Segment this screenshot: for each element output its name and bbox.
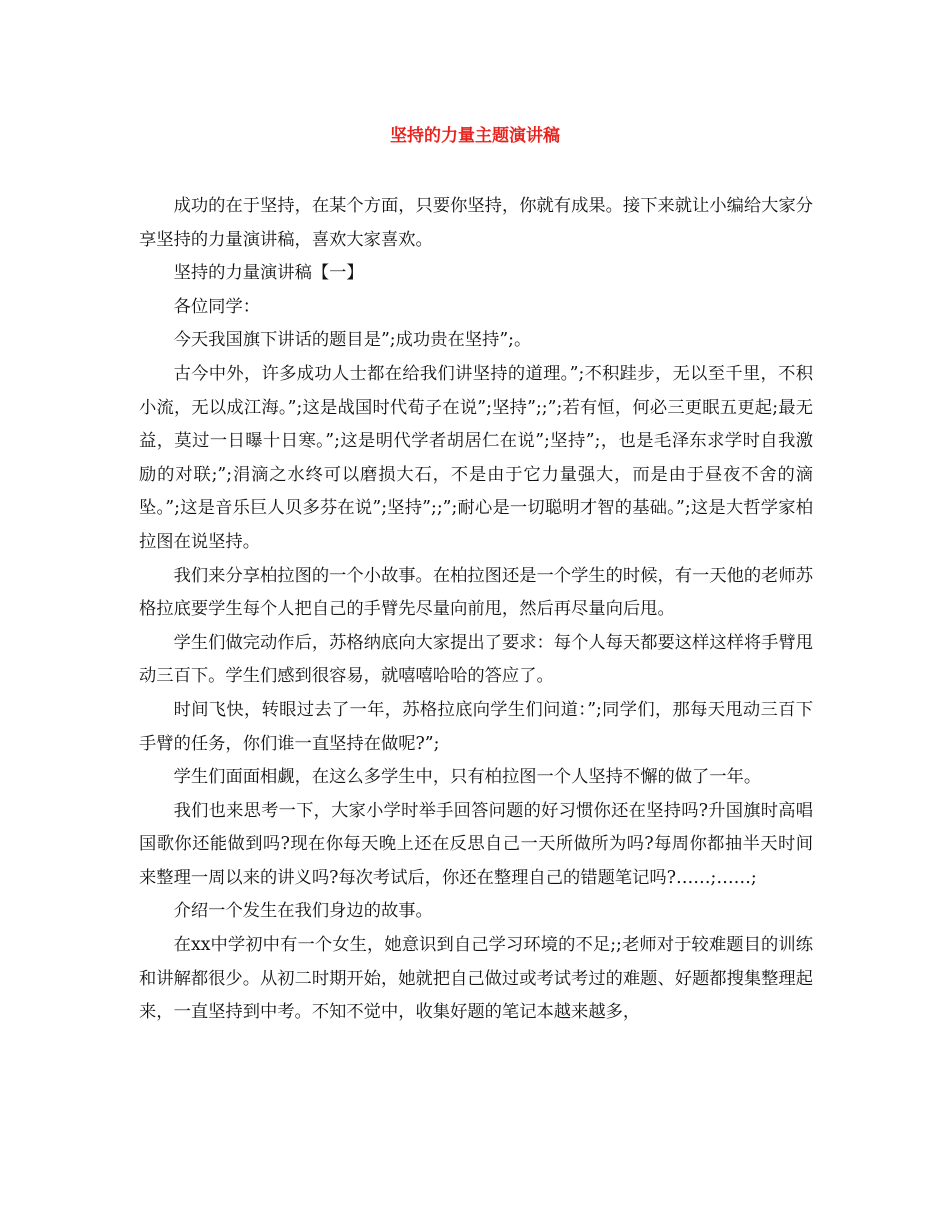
paragraph-salutation: 各位同学： [173,296,261,317]
paragraph-story-intro: 介绍一个发生在我们身边的故事。 [173,901,433,922]
paragraph-only-plato: 学生们面面相觑，在这么多学生中，只有柏拉图一个人坚持不懈的做了一年。 [173,767,762,788]
paragraph-plato-story: 我们来分享柏拉图的一个小故事。在柏拉图还是一个学生的时候，有一天他的老师苏格拉底要学生每个人把自己的手臂先尽量向前甩，然后再尽量向后甩。 [139,565,814,620]
paragraph-one-year-later: 时间飞快，转眼过去了一年，苏格拉底向学生们问道：”;同学们，那每天甩动三百下手臂的任务，你们谁一直坚持在做呢?”; [139,699,813,754]
paragraph-reflection: 我们也来思考一下，大家小学时举手回答问题的好习惯你还在坚持吗?升国旗时高唱国歌你还能做到吗?现在你每天晚上还在反思自己一天所做所为吗?每周你都抽半天时间来整理一周以来的讲义吗?每次考试后，你还在整理自己的错题笔记吗?……;……; [139,800,813,888]
paragraph-intro: 成功的在于坚持，在某个方面，只要你坚持，你就有成果。接下来就让小编给大家分享坚持的力量演讲稿，喜欢大家喜欢。 [139,196,814,250]
document-title: 坚持的力量主题演讲稿 [390,126,560,146]
paragraph-quotes: 古今中外，许多成功人士都在给我们讲坚持的道理。”;不积跬步，无以至千里，不积小流，无以成江海。”;这是战国时代荀子在说”;坚持”;;”;若有恒，何必三更眠五更起;最无益，莫过一日曝十日寒。”;这是明代学者胡居仁在说”;坚持”;，也是毛泽东求学时自我激励的对联;”;涓滴之水终可以磨损大石，不是由于它力量强大，而是由于昼夜不舍的滴坠。”;这是音乐巨人贝多芬在说”;坚持”;;”;耐心是一切聪明才智的基础。”;这是大哲学家柏拉图在说坚持。 [139,363,813,552]
paragraph-topic: 今天我国旗下讲话的题目是”;成功贵在坚持”;。 [173,330,532,351]
paragraph-students-task: 学生们做完动作后，苏格纳底向大家提出了要求：每个人每天都要这样这样将手臂甩动三百下。学生们感到很容易，就嘻嘻哈哈的答应了。 [139,632,814,687]
paragraph-student-story: 在xx中学初中有一个女生，她意识到自己学习环境的不足;;老师对于较难题目的训练和讲解都很少。从初二时期开始，她就把自己做过或考试考过的难题、好题都搜集整理起来，一直坚持到中考。不知不觉中，收集好题的笔记本越来越多， [139,935,813,1023]
paragraph-section-heading: 坚持的力量演讲稿【一】 [173,263,364,284]
document-body [139,190,813,1030]
